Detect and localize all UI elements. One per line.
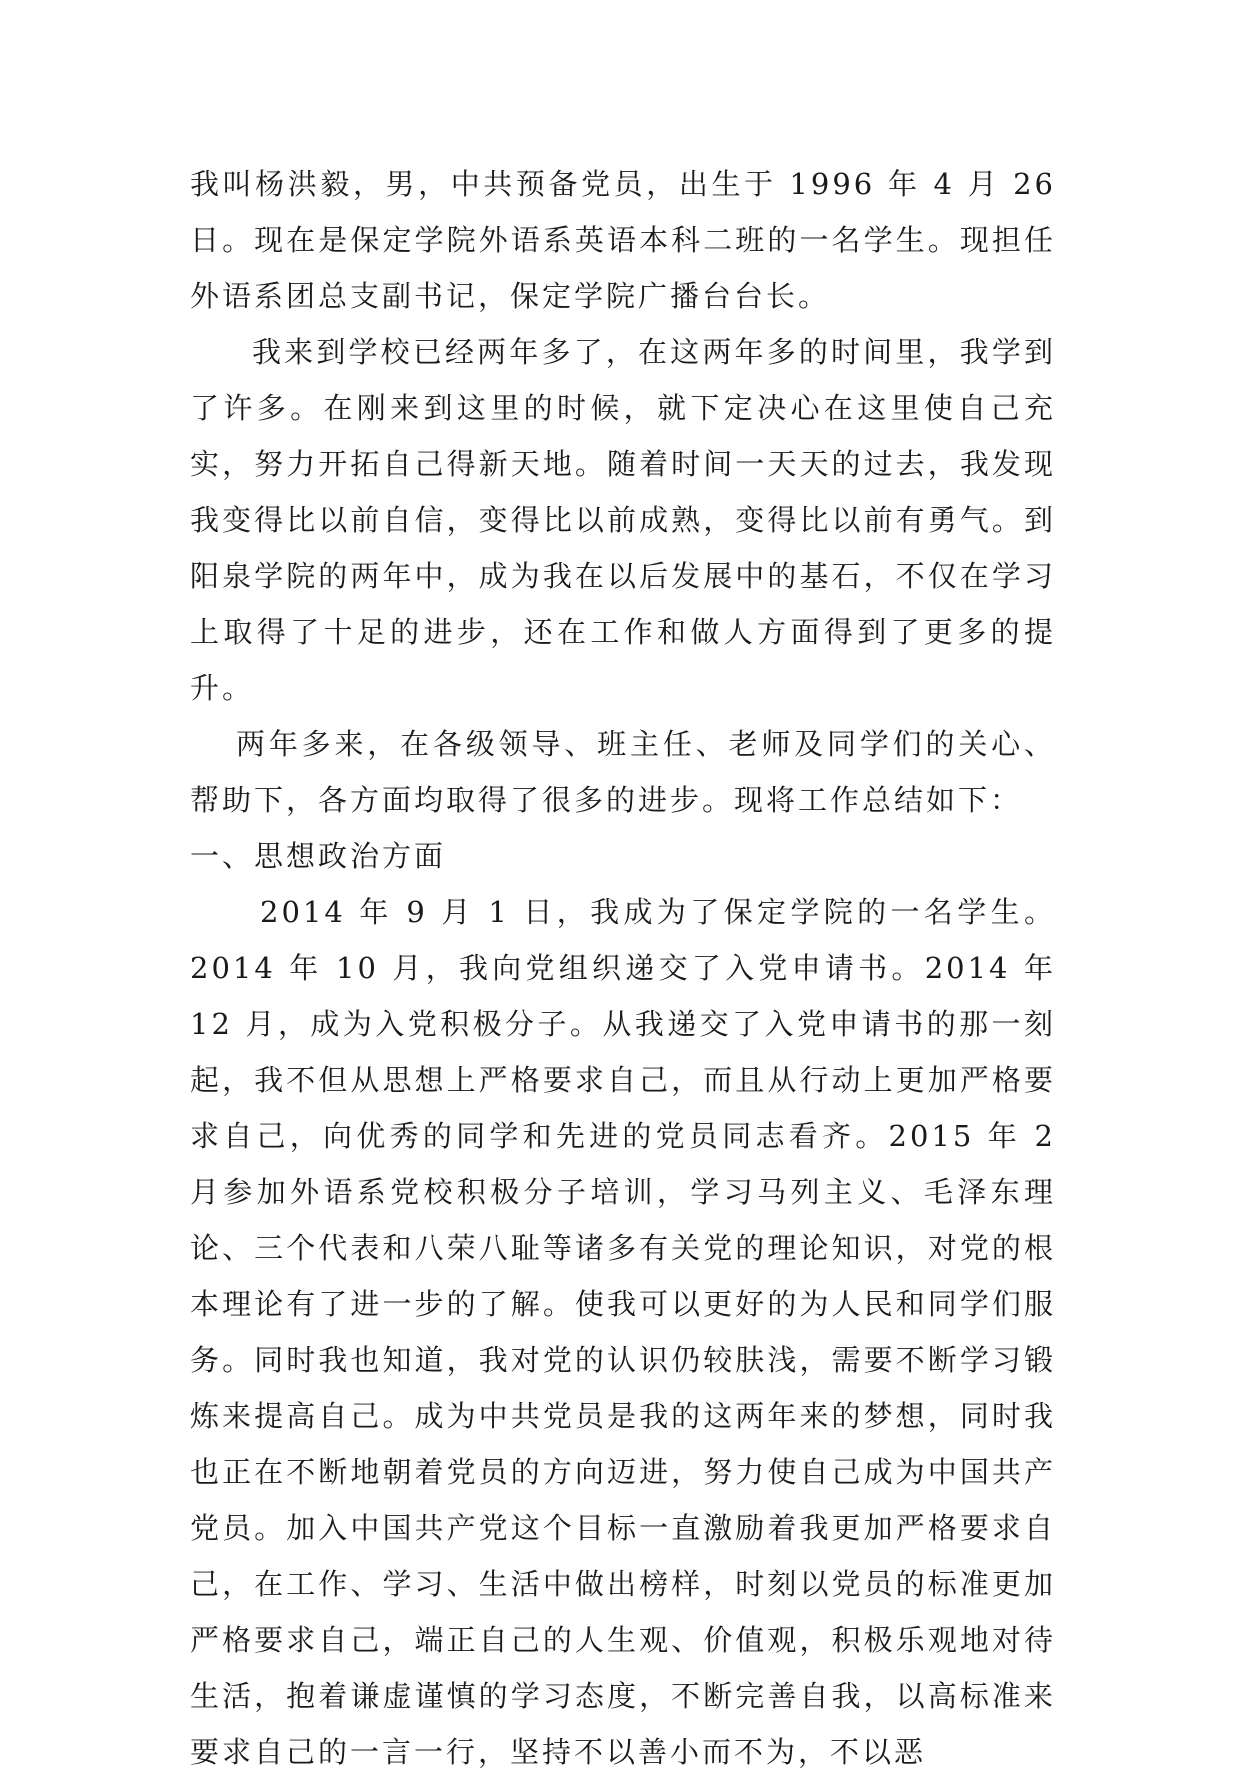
intro-paragraph: 我叫杨洪毅，男，中共预备党员，出生于 1996 年 4 月 26 日。现在是保定学院外语系英语本科二班的一名学生。现担任外语系团总支副书记，保定学院广播台台长。 xyxy=(190,167,1056,313)
experience-paragraph: 我来到学校已经两年多了，在这两年多的时间里，我学到了许多。在刚来到这里的时候，就下定决心在这里使自己充实，努力开拓自己得新天地。随着时间一天天的过去，我发现我变得比以前自信，变得比以前成熟，变得比以前有勇气。到阳泉学院的两年中，成为我在以后发展中的基石，不仅在学习上取得了十足的进步，还在工作和做人方面得到了更多的提升。 xyxy=(190,335,1056,705)
summary-intro-paragraph: 两年多来，在各级领导、班主任、老师及同学们的关心、帮助下，各方面均取得了很多的进步。现将工作总结如下： xyxy=(190,727,1056,817)
political-thought-paragraph: 2014 年 9 月 1 日，我成为了保定学院的一名学生。2014 年 10 月，我向党组织递交了入党申请书。2014 年 12 月，成为入党积极分子。从我递交了入党申请书的那一刻起，我不但从思想上严格要求自己，而且从行动上更加严格要求自己，向优秀的同学和先进的党员同志看齐。2015 年 2 月参加外语系党校积极分子培训，学习马列主义、毛泽东理论、三个代表和八荣八耻等诸多有关党的理论知识，对党的根本理论有了进一步的了解。使我可以更好的为人民和同学们服务。同时我也知道，我对党的认识仍较肤浅，需要不断学习锻炼来提高自己。成为中共党员是我的这两年来的梦想，同时我也正在不断地朝着党员的方向迈进，努力使自己成为中国共产党员。加入中国共产党这个目标一直激励着我更加严格要求自己，在工作、学习、生活中做出榜样，时刻以党员的标准更加严格要求自己，端正自己的人生观、价值观，积极乐观地对待生活，抱着谦虚谨慎的学习态度，不断完善自我，以高标准来要求自己的一言一行，坚持不以善小而不为，不以恶 xyxy=(190,895,1056,1769)
document-body xyxy=(190,156,1056,1780)
section-heading: 一、思想政治方面 xyxy=(190,839,447,873)
